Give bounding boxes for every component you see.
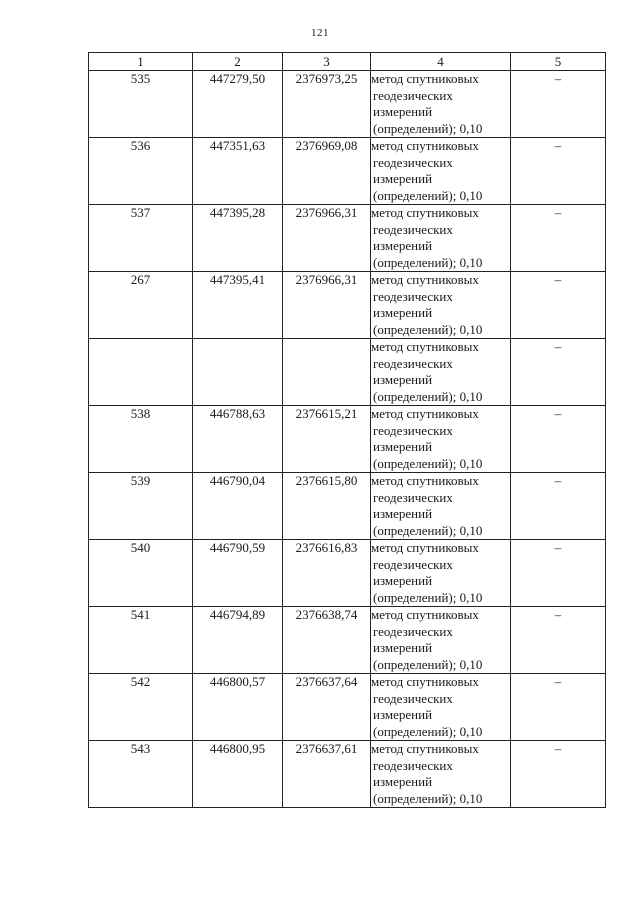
method-cell xyxy=(371,540,511,607)
method-line: (определений); 0,10 xyxy=(373,321,483,337)
point-number-cell: 542 xyxy=(89,674,193,741)
coord-y-cell: 2376615,80 xyxy=(283,473,371,540)
point-number-cell: 536 xyxy=(89,138,193,205)
method-line: геодезических xyxy=(373,757,453,773)
method-line: измерений xyxy=(373,104,433,119)
method-line: геодезических xyxy=(373,556,453,572)
point-number-cell: 540 xyxy=(89,540,193,607)
method-line: измерений xyxy=(373,372,433,387)
coord-y-cell: 2376973,25 xyxy=(283,71,371,138)
method-cell xyxy=(371,138,511,205)
method-line: измерений xyxy=(373,774,433,789)
table-row xyxy=(89,406,606,473)
method-line: (определений); 0,10 xyxy=(373,589,483,605)
header-col-5: 5 xyxy=(511,53,606,71)
table-row xyxy=(89,540,606,607)
coord-y-cell: 2376637,61 xyxy=(283,741,371,808)
method-line: (определений); 0,10 xyxy=(373,388,483,404)
method-line: измерений xyxy=(373,506,433,521)
method-cell xyxy=(371,741,511,808)
col5-dash-cell: – xyxy=(511,674,606,741)
col5-dash-cell: – xyxy=(511,138,606,205)
point-number-cell: 538 xyxy=(89,406,193,473)
method-line: (определений); 0,10 xyxy=(373,187,483,203)
method-cell xyxy=(371,71,511,138)
coord-y-cell: 2376969,08 xyxy=(283,138,371,205)
method-line: геодезических xyxy=(373,288,453,304)
table-row xyxy=(89,205,606,272)
method-cell xyxy=(371,674,511,741)
method-line: измерений xyxy=(373,305,433,320)
coord-x-cell: 446790,04 xyxy=(193,473,283,540)
col5-dash-cell: – xyxy=(511,339,606,406)
coord-x-cell: 447279,50 xyxy=(193,71,283,138)
method-cell xyxy=(371,205,511,272)
method-line: измерений xyxy=(373,439,433,454)
method-line: измерений xyxy=(373,640,433,655)
method-line: (определений); 0,10 xyxy=(373,455,483,471)
header-col-4: 4 xyxy=(371,53,511,71)
method-line: геодезических xyxy=(373,221,453,237)
page-number: 121 xyxy=(311,27,329,39)
col5-dash-cell: – xyxy=(511,607,606,674)
point-number-cell: 535 xyxy=(89,71,193,138)
method-cell xyxy=(371,339,511,406)
method-cell xyxy=(371,473,511,540)
header-col-3: 3 xyxy=(283,53,371,71)
coord-x-cell xyxy=(193,339,283,406)
coord-y-cell: 2376637,64 xyxy=(283,674,371,741)
table-row xyxy=(89,473,606,540)
col5-dash-cell: – xyxy=(511,741,606,808)
point-number-cell: 267 xyxy=(89,272,193,339)
table-row xyxy=(89,138,606,205)
method-line: измерений xyxy=(373,707,433,722)
col5-dash-cell: – xyxy=(511,406,606,473)
coord-x-cell: 446800,95 xyxy=(193,741,283,808)
method-line: метод спутниковых xyxy=(371,607,479,622)
method-line: геодезических xyxy=(373,690,453,706)
method-line: метод спутниковых xyxy=(371,272,479,287)
coord-x-cell: 446800,57 xyxy=(193,674,283,741)
method-line: метод спутниковых xyxy=(371,473,479,488)
coord-y-cell: 2376638,74 xyxy=(283,607,371,674)
method-line: геодезических xyxy=(373,422,453,438)
point-number-cell xyxy=(89,339,193,406)
coord-x-cell: 447395,41 xyxy=(193,272,283,339)
header-col-2: 2 xyxy=(193,53,283,71)
table-row xyxy=(89,71,606,138)
method-line: измерений xyxy=(373,573,433,588)
method-line: (определений); 0,10 xyxy=(373,656,483,672)
coord-y-cell: 2376615,21 xyxy=(283,406,371,473)
table-body xyxy=(89,71,606,808)
method-line: (определений); 0,10 xyxy=(373,522,483,538)
method-line: метод спутниковых xyxy=(371,205,479,220)
col5-dash-cell: – xyxy=(511,540,606,607)
method-line: измерений xyxy=(373,171,433,186)
method-line: геодезических xyxy=(373,154,453,170)
method-line: метод спутниковых xyxy=(371,406,479,421)
table-row xyxy=(89,741,606,808)
point-number-cell: 539 xyxy=(89,473,193,540)
coord-x-cell: 447351,63 xyxy=(193,138,283,205)
method-line: метод спутниковых xyxy=(371,339,479,354)
method-line: метод спутниковых xyxy=(371,674,479,689)
col5-dash-cell: – xyxy=(511,272,606,339)
point-number-cell: 543 xyxy=(89,741,193,808)
table-row xyxy=(89,272,606,339)
col5-dash-cell: – xyxy=(511,473,606,540)
method-line: (определений); 0,10 xyxy=(373,254,483,270)
coord-y-cell xyxy=(283,339,371,406)
col5-dash-cell: – xyxy=(511,205,606,272)
coord-x-cell: 446794,89 xyxy=(193,607,283,674)
header-row xyxy=(89,53,606,71)
point-number-cell: 537 xyxy=(89,205,193,272)
method-line: метод спутниковых xyxy=(371,138,479,153)
method-line: метод спутниковых xyxy=(371,540,479,555)
coord-y-cell: 2376966,31 xyxy=(283,272,371,339)
method-line: геодезических xyxy=(373,489,453,505)
table-row xyxy=(89,339,606,406)
method-line: геодезических xyxy=(373,87,453,103)
method-cell xyxy=(371,272,511,339)
method-line: (определений); 0,10 xyxy=(373,120,483,136)
method-line: (определений); 0,10 xyxy=(373,723,483,739)
header-col-1: 1 xyxy=(89,53,193,71)
coord-y-cell: 2376966,31 xyxy=(283,205,371,272)
coord-x-cell: 446788,63 xyxy=(193,406,283,473)
coord-y-cell: 2376616,83 xyxy=(283,540,371,607)
method-cell xyxy=(371,406,511,473)
coordinates-table xyxy=(88,52,606,808)
point-number-cell: 541 xyxy=(89,607,193,674)
method-line: измерений xyxy=(373,238,433,253)
method-cell xyxy=(371,607,511,674)
coord-x-cell: 446790,59 xyxy=(193,540,283,607)
method-line: геодезических xyxy=(373,623,453,639)
method-line: метод спутниковых xyxy=(371,741,479,756)
table-row xyxy=(89,607,606,674)
table-row xyxy=(89,674,606,741)
col5-dash-cell: – xyxy=(511,71,606,138)
method-line: метод спутниковых xyxy=(371,71,479,86)
coord-x-cell: 447395,28 xyxy=(193,205,283,272)
method-line: геодезических xyxy=(373,355,453,371)
method-line: (определений); 0,10 xyxy=(373,790,483,806)
